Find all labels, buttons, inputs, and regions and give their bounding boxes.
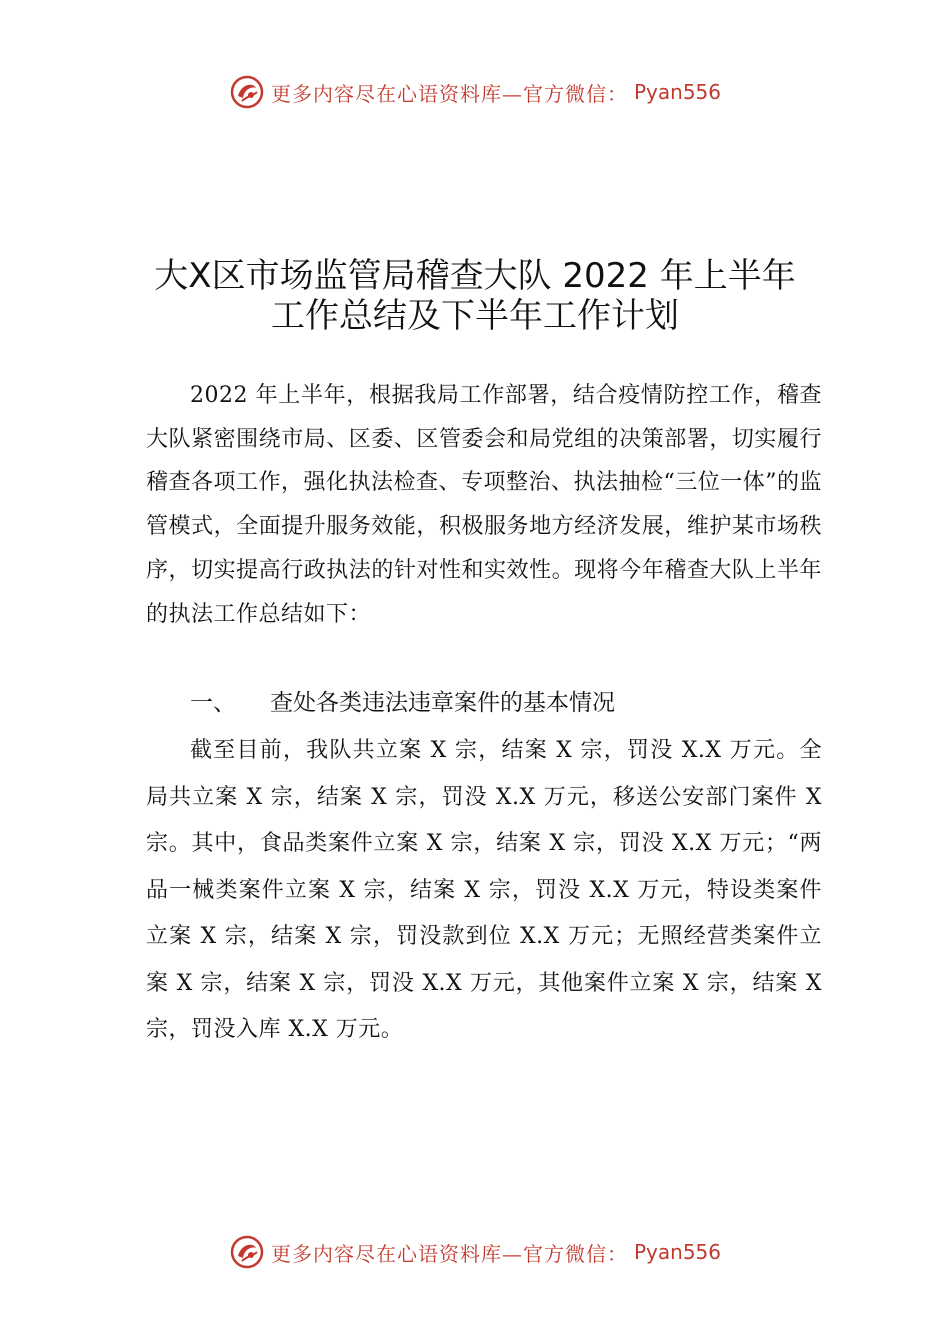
watermark-banner-bottom — [0, 1232, 950, 1272]
watermark-wechat-id: Pyan556 — [633, 1240, 721, 1264]
watermark-text: 更多内容尽在心语资料库—官方微信： — [270, 1241, 628, 1266]
document-title: 大X区市场监管局稽查大队 2022 年上半年工作总结及下半年工作计划 — [154, 256, 796, 336]
section-1-paragraph: 截至目前，我队共立案 X 宗，结案 X 宗，罚没 X.X 万元。全局共立案 X 宗，结案 X 宗，罚没 X.X 万元，移送公安部门案件 X 宗。其中，食品类案件立案 X 宗，结案 X 宗，罚没 X.X 万元；“两品一械类案件立案 X 宗，结案 X 宗，罚没 X.X 万元，特设类案件立案 X 宗，结案 X 宗，罚没款到位 X.X 万元；无照经营类案件立案 X 宗，结案 X 宗，罚没 X.X 万元，其他案件立案 X 宗，结案 X 宗，罚没入库 X.X 万元。 — [146, 738, 822, 1042]
section-1-number: 一、 — [190, 690, 236, 716]
red-swirl-logo-icon — [229, 1234, 265, 1270]
watermark-text: 更多内容尽在心语资料库—官方微信： — [270, 81, 628, 106]
section-1-heading — [190, 685, 790, 721]
section-1-heading-text: 查处各类违法违章案件的基本情况 — [270, 690, 615, 716]
watermark-wechat-id: Pyan556 — [633, 80, 721, 104]
watermark-banner-top — [0, 72, 950, 112]
intro-paragraph: 2022 年上半年，根据我局工作部署，结合疫情防控工作，稽查大队紧密围绕市局、区委、区管委会和局党组的决策部署，切实履行稽查各项工作，强化执法检查、专项整治、执法抽检“三位一体”的监管模式，全面提升服务效能，积极服务地方经济发展，维护某市场秩序，切实提高行政执法的针对性和实效性。现将今年稽查大队上半年的执法工作总结如下： — [146, 383, 822, 627]
red-swirl-logo-icon — [229, 74, 265, 110]
